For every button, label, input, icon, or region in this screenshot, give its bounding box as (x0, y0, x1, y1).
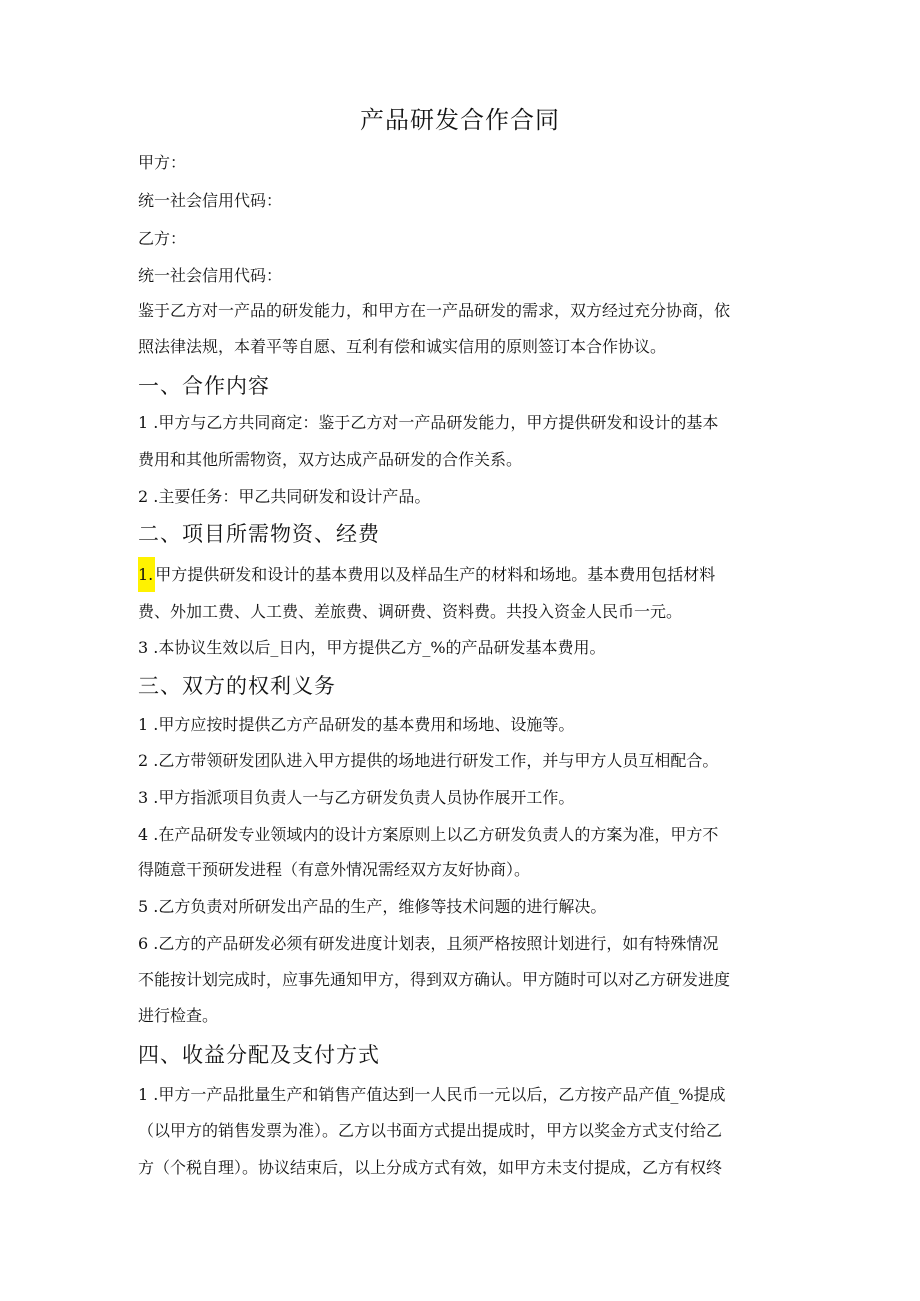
clause-line: 6 .乙方的产品研发必须有研发进度计划表，且须严格按照计划进行，如有特殊情况 (138, 934, 719, 953)
party-b-credit-code-label: 统一社会信用代码： (138, 266, 283, 285)
clause-line: 方（个税自理）。协议结束后，以上分成方式有效，如甲方未支付提成，乙方有权终 (138, 1158, 723, 1177)
clause-line: 1 .甲方一产品批量生产和销售产值达到一人民币一元以后，乙方按产品产值_%提成 (138, 1085, 726, 1104)
clause-line: 3 .甲方指派项目负责人一与乙方研发负责人员协作展开工作。 (138, 788, 575, 807)
section-heading: 一、合作内容 (138, 374, 270, 398)
preamble-line: 照法律法规，本着平等自愿、互利有偿和诚实信用的原则签订本合作协议。 (138, 337, 667, 356)
clause-line: 费、外加工费、人工费、差旅费、调研费、资料费。共投入资金人民币一元。 (138, 602, 683, 621)
clause-text: 甲方提供研发和设计的基本费用以及样品生产的材料和场地。基本费用包括材料 (155, 565, 716, 584)
clause-line: 4 .在产品研发专业领域内的设计方案原则上以乙方研发负责人的方案为准，甲方不 (138, 825, 719, 844)
clause-line: 不能按计划完成时，应事先通知甲方，得到双方确认。甲方随时可以对乙方研发进度 (138, 970, 731, 989)
clause-line: 2 .乙方带领研发团队进入甲方提供的场地进行研发工作，并与甲方人员互相配合。 (138, 751, 719, 770)
highlighted-clause-number: 1. (138, 557, 155, 592)
clause-line: 2 .主要任务：甲乙共同研发和设计产品。 (138, 487, 431, 506)
section-heading: 二、项目所需物资、经费 (138, 522, 380, 546)
preamble-line: 鉴于乙方对一产品的研发能力，和甲方在一产品研发的需求，双方经过充分协商，依 (138, 301, 731, 320)
clause-line: 1 .甲方应按时提供乙方产品研发的基本费用和场地、设施等。 (138, 715, 575, 734)
clause-line: 1 .甲方与乙方共同商定：鉴于乙方对一产品研发能力，甲方提供研发和设计的基本 (138, 413, 719, 432)
clause-line-highlighted (138, 562, 715, 585)
section-heading: 四、收益分配及支付方式 (138, 1043, 380, 1067)
party-b-label: 乙方： (138, 229, 187, 248)
section-heading: 三、双方的权利义务 (138, 674, 336, 698)
clause-line: 得随意干预研发进程（有意外情况需经双方友好协商）。 (138, 860, 531, 879)
document-title: 产品研发合作合同 (360, 106, 560, 134)
clause-line: 费用和其他所需物资，双方达成产品研发的合作关系。 (138, 450, 523, 469)
party-a-label: 甲方： (138, 153, 187, 172)
clause-line: 进行检查。 (138, 1006, 219, 1025)
party-a-credit-code-label: 统一社会信用代码： (138, 191, 283, 210)
clause-line: 3 .本协议生效以后_日内，甲方提供乙方_%的产品研发基本费用。 (138, 638, 606, 657)
clause-line: 5 .乙方负责对所研发出产品的生产，维修等技术问题的进行解决。 (138, 897, 607, 916)
clause-line: （以甲方的销售发票为准）。乙方以书面方式提出提成时，甲方以奖金方式支付给乙 (138, 1121, 723, 1140)
